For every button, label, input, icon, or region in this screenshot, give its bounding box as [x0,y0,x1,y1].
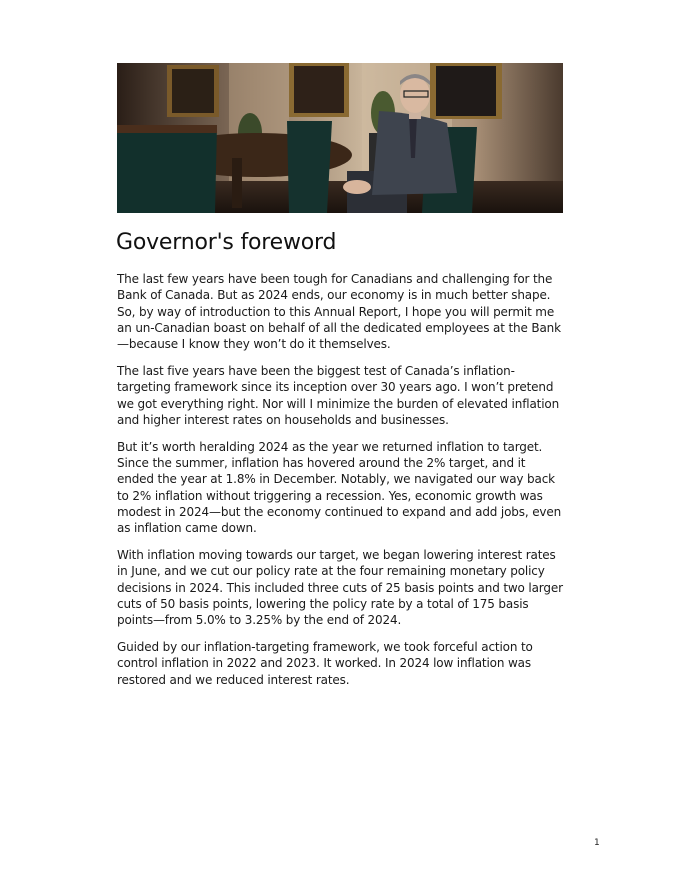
paragraph: The last five years have been the biggest test of Canada’s inflation-targeting framework since its inception over 30 years ago. I won’t pretend we got everything right. Nor will I minimize the burden of elevated inflation and higher interest rates on households and businesses. [117,363,560,427]
paragraph: The last few years have been tough for Canadians and challenging for the Bank of Canada. But as 2024 ends, our economy is in much better shape. So, by way of introduction to this Annual Report, I hope you will permit me an un-Canadian boast on behalf of all the dedicated employees at the Bank—because I know they won’t do it themselves. [117,272,561,352]
header-photo [117,63,563,213]
foreword-body [117,271,565,698]
governor-photo-illustration [117,63,563,213]
page-title: Governor's foreword [116,230,337,255]
paragraph: With inflation moving towards our target, we began lowering interest rates in June, and we cut our policy rate at the four remaining monetary policy decisions in 2024. This included three cuts of 25 basis points and two larger cuts of 50 basis points, lowering the policy rate by a total of 175 basis points—from 5.0% to 3.25% by the end of 2024. [117,547,563,628]
paragraph: But it’s worth heralding 2024 as the year we returned inflation to target. Since the summer, inflation has hovered around the 2% target, and it ended the year at 1.8% in December. Notably, we navigated our way back to 2% inflation without triggering a recession. Yes, economic growth was modest in 2024—but the economy continued to expand and add jobs, even as inflation came down. [117,439,562,536]
paragraph: Guided by our inflation-targeting framework, we took forceful action to control inflation in 2022 and 2023. It worked. In 2024 low inflation was restored and we reduced interest rates. [117,639,533,687]
page-number: 1 [594,838,600,848]
